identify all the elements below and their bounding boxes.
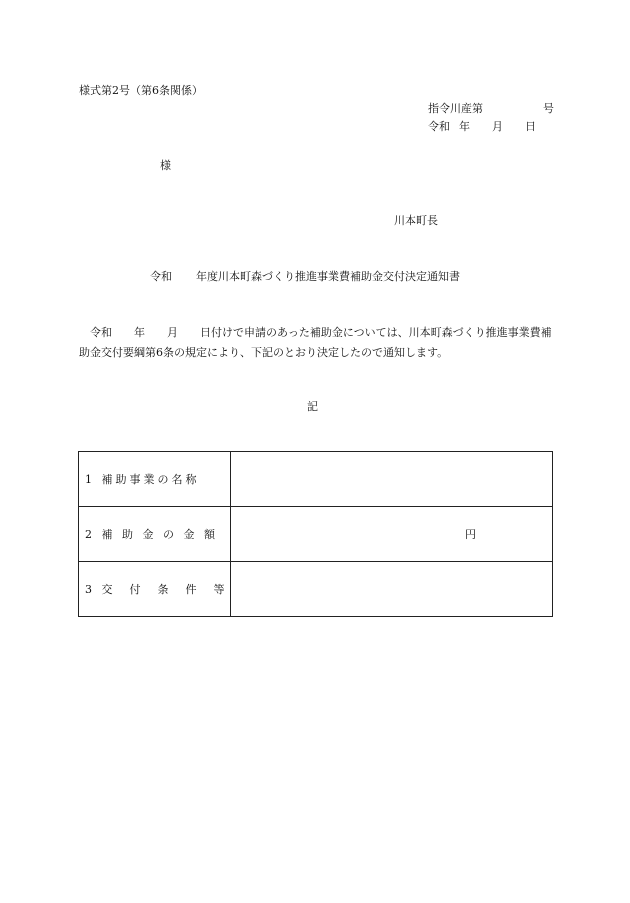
date-day-unit: 日 xyxy=(525,120,536,133)
document-date xyxy=(428,118,536,134)
ki-heading: 記 xyxy=(307,400,318,413)
row-label-project-name: 1 補助事業の名称 xyxy=(79,452,231,507)
date-month-unit: 月 xyxy=(492,120,503,133)
table-row xyxy=(79,452,553,507)
body-paragraph xyxy=(79,323,559,363)
row-label-amount: 2 補 助 金 の 金 額 xyxy=(79,507,231,562)
project-name-value xyxy=(231,452,553,507)
document-number-suffix: 号 xyxy=(543,102,554,115)
table-row xyxy=(79,507,553,562)
form-number: 様式第2号（第6条関係） xyxy=(79,84,203,97)
body-era: 令和 xyxy=(90,326,112,339)
sender: 川本町長 xyxy=(394,214,438,227)
conditions-value xyxy=(231,562,553,617)
title-text: 年度川本町森づくり推進事業費補助金交付決定通知書 xyxy=(196,270,460,283)
body-month-unit: 月 xyxy=(167,326,178,339)
date-year-unit: 年 xyxy=(459,120,470,133)
table-row xyxy=(79,562,553,617)
document-number-prefix: 指令川産第 xyxy=(428,102,483,115)
document-number xyxy=(428,100,554,116)
document-title xyxy=(150,268,460,284)
items-table xyxy=(78,451,553,617)
row-label-conditions: 3 交 付 条 件 等 xyxy=(79,562,231,617)
addressee: 様 xyxy=(160,159,171,172)
amount-value xyxy=(231,507,553,562)
title-era: 令和 xyxy=(150,270,172,283)
body-year-unit: 年 xyxy=(134,326,145,339)
yen-unit: 円 xyxy=(465,528,476,541)
body-text: 日付けで申請のあった補助金については、川本町森づくり推進事業費補助金交付要綱第6条の規定により、下記のとおり決定したので通知します。 xyxy=(79,326,552,359)
date-era: 令和 xyxy=(428,120,450,133)
